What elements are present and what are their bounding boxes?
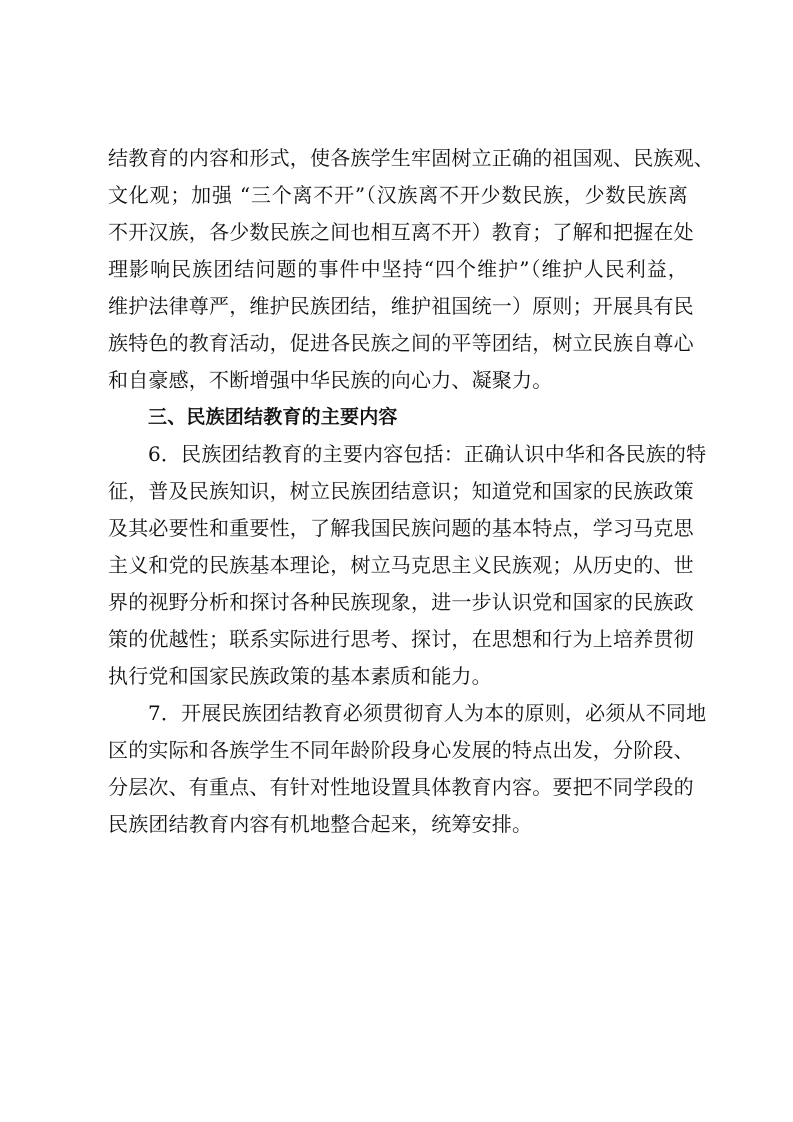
paragraph-6	[108, 436, 707, 695]
text-line: 主义和党的民族基本理论，树立马克思主义民族观；从历史的、世	[108, 553, 694, 577]
text-line: 结教育的内容和形式，使各族学生牢固树立正确的祖国观、民族观、	[108, 146, 714, 170]
text-line: 策的优越性；联系实际进行思考、探讨，在思想和行为上培养贯彻	[108, 627, 694, 651]
paragraph-continued	[108, 140, 714, 399]
text-line: 界的视野分析和探讨各种民族现象，进一步认识党和国家的民族政	[108, 590, 694, 614]
text-line: 分层次、有重点、有针对性地设置具体教育内容。要把不同学段的	[108, 775, 694, 799]
text-line: 征，普及民族知识，树立民族团结意识；知道党和国家的民族政策	[108, 479, 694, 503]
text-line: 民族团结教育内容有机地整合起来，统筹安排。	[108, 812, 533, 836]
text-line: 族特色的教育活动，促进各民族之间的平等团结，树立民族自尊心	[108, 331, 694, 355]
paragraph-7	[108, 695, 707, 843]
text-line: 维护法律尊严，维护民族团结，维护祖国统一）原则；开展具有民	[108, 294, 694, 318]
section-heading: 三、民族团结教育的主要内容	[148, 406, 398, 428]
text-line: 执行党和国家民族政策的基本素质和能力。	[108, 664, 492, 688]
document-body	[108, 140, 714, 843]
text-line: 文化观；加强 “三个离不开”（汉族离不开少数民族，少数民族离	[108, 183, 688, 207]
text-line: 不开汉族，各少数民族之间也相互离不开）教育；了解和把握在处	[108, 220, 694, 244]
text-line: 区的实际和各族学生不同年龄阶段身心发展的特点出发，分阶段、	[108, 738, 694, 762]
text-line: 及其必要性和重要性，了解我国民族问题的基本特点，学习马克思	[108, 516, 694, 540]
text-line: 和自豪感，不断增强中华民族的向心力、凝聚力。	[108, 368, 553, 392]
text-line: 7．开展民族团结教育必须贯彻育人为本的原则，必须从不同地	[148, 701, 707, 725]
text-line: 理影响民族团结问题的事件中坚持“四个维护”（维护人民利益，	[108, 257, 688, 281]
text-line: 6．民族团结教育的主要内容包括：正确认识中华和各民族的特	[148, 442, 707, 466]
